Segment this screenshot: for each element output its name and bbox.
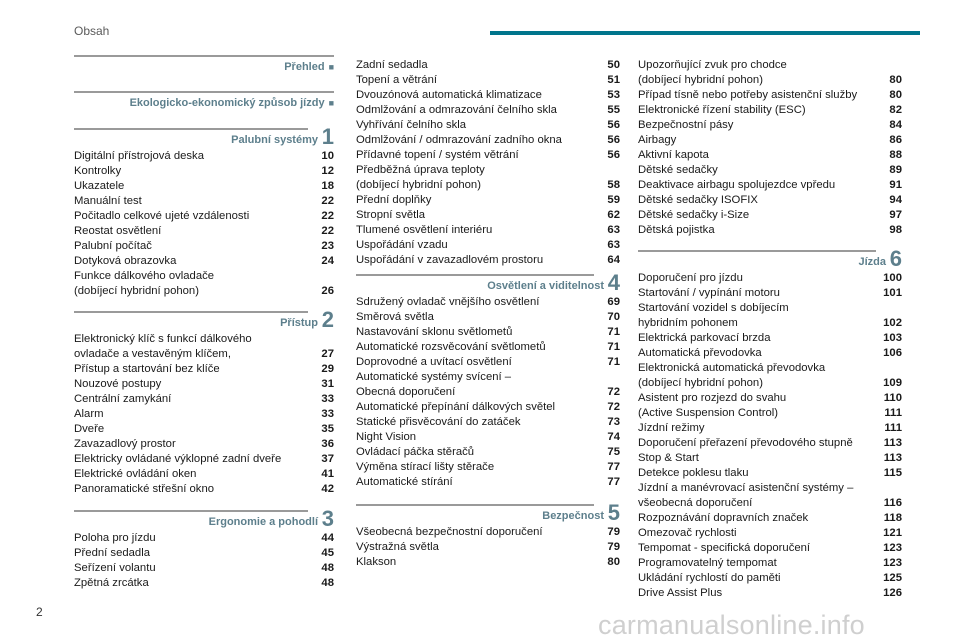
toc-entry-page: 77 bbox=[607, 461, 620, 473]
toc-entry[interactable] bbox=[356, 540, 620, 555]
toc-entry-page: 97 bbox=[889, 209, 902, 221]
toc-entry[interactable] bbox=[356, 73, 620, 88]
section-title[interactable] bbox=[280, 317, 318, 329]
toc-entry-label: Elektronická automatická převodovka (dobíjecí hybridní pohon) bbox=[638, 362, 826, 389]
section-rule bbox=[74, 510, 308, 512]
toc-entry-page: 33 bbox=[321, 393, 334, 405]
toc-entry-list bbox=[356, 295, 620, 490]
toc-entry[interactable] bbox=[74, 209, 334, 224]
toc-entry[interactable] bbox=[356, 430, 620, 445]
toc-entry-label: Předběžná úprava teploty (dobíjecí hybridní pohon) bbox=[356, 164, 485, 191]
toc-entry-label: Automatická převodovka bbox=[638, 347, 762, 359]
toc-entry-label: Jízdní a manévrovací asistenční systémy – všeobecná doporučení bbox=[638, 482, 854, 509]
toc-entry-page: 118 bbox=[883, 512, 902, 524]
section-number: 1 bbox=[321, 124, 334, 149]
section-marker-icon: ■ bbox=[328, 98, 334, 108]
toc-entry-page: 70 bbox=[607, 311, 620, 323]
toc-entry-label: Programovatelný tempomat bbox=[638, 557, 777, 569]
toc-entry-page: 26 bbox=[321, 285, 334, 297]
toc-entry[interactable] bbox=[638, 556, 902, 571]
toc-entry[interactable] bbox=[638, 208, 902, 223]
toc-entry-page: 48 bbox=[321, 577, 334, 589]
toc-entry-page: 12 bbox=[321, 165, 334, 177]
toc-entry-label: Asistent pro rozjezd do svahu bbox=[638, 392, 787, 404]
toc-entry-page: 106 bbox=[883, 347, 902, 359]
toc-entry-page: 89 bbox=[889, 164, 902, 176]
toc-entry-list bbox=[74, 332, 334, 497]
toc-entry[interactable] bbox=[74, 362, 334, 377]
toc-entry[interactable] bbox=[356, 340, 620, 355]
toc-entry-label: Elektricky ovládané výklopné zadní dveře bbox=[74, 453, 282, 465]
toc-entry-label: Vyhřívání čelního skla bbox=[356, 119, 467, 131]
toc-entry[interactable] bbox=[74, 546, 334, 561]
toc-entry-label: Bezpečnostní pásy bbox=[638, 119, 734, 131]
toc-entry-label: Přístup a startování bez klíče bbox=[74, 363, 220, 375]
section-title-text: Jízda bbox=[858, 256, 886, 268]
toc-entry-page: 79 bbox=[607, 541, 620, 553]
toc-entry[interactable] bbox=[356, 103, 620, 118]
toc-entry-label: Tlumené osvětlení interiéru bbox=[356, 224, 493, 236]
section-number: 2 bbox=[321, 307, 334, 332]
toc-entry-page: 59 bbox=[607, 194, 620, 206]
toc-entry-label: Odmlžování a odmrazování čelního skla bbox=[356, 104, 557, 116]
toc-entry-label: Dětské sedačky ISOFIX bbox=[638, 194, 758, 206]
toc-entry[interactable] bbox=[356, 58, 620, 73]
toc-entry[interactable] bbox=[638, 271, 902, 286]
toc-entry-label: Stropní světla bbox=[356, 209, 426, 221]
toc-entry[interactable] bbox=[356, 355, 620, 370]
section-rule bbox=[74, 55, 334, 57]
toc-entry-page: 109 bbox=[883, 377, 902, 389]
toc-entry-page: 74 bbox=[607, 431, 620, 443]
toc-entry-label: Deaktivace airbagu spolujezdce vpředu bbox=[638, 179, 836, 191]
toc-entry-label: Alarm bbox=[74, 408, 104, 420]
toc-entry-page: 113 bbox=[883, 452, 902, 464]
toc-entry[interactable] bbox=[74, 407, 334, 422]
toc-entry-label: Digitální přístrojová deska bbox=[74, 150, 204, 162]
toc-entry-label: Elektrické ovládání oken bbox=[74, 468, 197, 480]
toc-entry-label: Startování vozidel s dobíjecím hybridním pohonem bbox=[638, 302, 789, 329]
toc-entry-label: Statické přisvěcování do zatáček bbox=[356, 416, 521, 428]
toc-entry[interactable] bbox=[74, 422, 334, 437]
toc-entry-page: 116 bbox=[883, 497, 902, 509]
toc-entry-page: 44 bbox=[321, 532, 334, 544]
section-title-text: Ekologicko-ekonomický způsob jízdy bbox=[129, 97, 325, 109]
toc-entry-page: 53 bbox=[607, 89, 620, 101]
toc-entry-page: 50 bbox=[607, 59, 620, 71]
toc-entry[interactable] bbox=[356, 525, 620, 540]
toc-entry-page: 58 bbox=[607, 179, 620, 191]
toc-entry[interactable] bbox=[356, 295, 620, 310]
toc-entry-label: Rozpoznávání dopravních značek bbox=[638, 512, 809, 524]
toc-entry[interactable] bbox=[638, 118, 902, 133]
toc-entry[interactable] bbox=[74, 561, 334, 576]
toc-entry-page: 36 bbox=[321, 438, 334, 450]
toc-entry-label: Elektronický klíč s funkcí dálkového ovladače a vestavěným klíčem, bbox=[74, 333, 252, 360]
toc-entry-page: 51 bbox=[607, 74, 620, 86]
section-marker-icon: ■ bbox=[328, 62, 334, 72]
toc-entry-label: Reostat osvětlení bbox=[74, 225, 162, 237]
toc-entry-page: 69 bbox=[607, 296, 620, 308]
toc-entry-label: Výstražná světla bbox=[356, 541, 439, 553]
toc-entry-label: Dveře bbox=[74, 423, 105, 435]
toc-entry[interactable] bbox=[638, 103, 902, 118]
section-title-text: Přehled bbox=[284, 61, 325, 73]
toc-entry-page: 73 bbox=[607, 416, 620, 428]
toc-entry-label: Funkce dálkového ovladače (dobíjecí hybridní pohon) bbox=[74, 270, 215, 297]
toc-entry[interactable] bbox=[74, 332, 334, 362]
section-title-text: Přístup bbox=[280, 317, 318, 329]
toc-entry-label: Centrální zamykání bbox=[74, 393, 172, 405]
toc-entry-page: 98 bbox=[889, 224, 902, 236]
toc-entry-page: 88 bbox=[889, 149, 902, 161]
toc-entry[interactable] bbox=[638, 88, 902, 103]
toc-entry-label: Klakson bbox=[356, 556, 397, 568]
toc-entry-page: 82 bbox=[889, 104, 902, 116]
toc-entry-label: Uspořádání v zavazadlovém prostoru bbox=[356, 254, 544, 266]
toc-entry-page: 22 bbox=[321, 225, 334, 237]
toc-entry-page: 75 bbox=[607, 446, 620, 458]
toc-entry[interactable] bbox=[638, 451, 902, 466]
toc-entry-label: Případ tísně nebo potřeby asistenční služby bbox=[638, 89, 858, 101]
toc-entry-page: 45 bbox=[321, 547, 334, 559]
toc-entry-label: Poloha pro jízdu bbox=[74, 532, 156, 544]
toc-entry-label: Sdružený ovladač vnějšího osvětlení bbox=[356, 296, 540, 308]
toc-entry[interactable] bbox=[356, 118, 620, 133]
toc-entry-label: Automatické rozsvěcování světlometů bbox=[356, 341, 546, 353]
toc-entry-label: Palubní počítač bbox=[74, 240, 152, 252]
toc-entry-page: 62 bbox=[607, 209, 620, 221]
toc-entry[interactable] bbox=[638, 133, 902, 148]
section-title[interactable] bbox=[542, 510, 604, 522]
toc-entry-page: 115 bbox=[883, 467, 902, 479]
toc-entry[interactable] bbox=[356, 193, 620, 208]
toc-entry-page: 33 bbox=[321, 408, 334, 420]
toc-entry[interactable] bbox=[356, 325, 620, 340]
toc-entry-label: Ovládací páčka stěračů bbox=[356, 446, 475, 458]
toc-entry-label: Automatické systémy svícení – Obecná doporučení bbox=[356, 371, 512, 398]
toc-entry[interactable] bbox=[74, 482, 334, 497]
toc-entry-page: 29 bbox=[321, 363, 334, 375]
toc-entry-page: 24 bbox=[321, 255, 334, 267]
toc-entry-page: 56 bbox=[607, 119, 620, 131]
toc-entry-label: Ukazatele bbox=[74, 180, 125, 192]
toc-entry-page: 42 bbox=[321, 483, 334, 495]
toc-entry-page: 71 bbox=[607, 341, 620, 353]
section-title[interactable] bbox=[487, 280, 604, 292]
toc-entry-page: 18 bbox=[321, 180, 334, 192]
section-title-text: Bezpečnost bbox=[542, 510, 604, 522]
toc-entry[interactable] bbox=[638, 361, 902, 391]
section-rule bbox=[74, 91, 334, 93]
toc-entry[interactable] bbox=[638, 286, 902, 301]
toc-entry-page: 101 bbox=[883, 287, 902, 299]
toc-entry-label: Směrová světla bbox=[356, 311, 434, 323]
toc-entry[interactable] bbox=[74, 576, 334, 591]
toc-entry-label: Ukládání rychlostí do paměti bbox=[638, 572, 781, 584]
toc-entry[interactable] bbox=[74, 224, 334, 239]
toc-entry-label: Startování / vypínání motoru bbox=[638, 287, 780, 299]
toc-entry-label: Doporučení přeřazení převodového stupně bbox=[638, 437, 853, 449]
section-rule bbox=[638, 250, 876, 252]
section-rule bbox=[356, 274, 594, 276]
toc-entry-page: 35 bbox=[321, 423, 334, 435]
section-title[interactable] bbox=[284, 61, 334, 73]
toc-entry-page: 71 bbox=[607, 326, 620, 338]
section-rule bbox=[74, 128, 308, 130]
toc-entry[interactable] bbox=[638, 148, 902, 163]
toc-entry-page: 63 bbox=[607, 224, 620, 236]
toc-entry[interactable] bbox=[638, 391, 902, 406]
toc-entry[interactable] bbox=[638, 193, 902, 208]
toc-entry[interactable] bbox=[638, 481, 902, 511]
watermark: carmanualsonline.info bbox=[598, 610, 865, 640]
toc-entry[interactable] bbox=[74, 269, 334, 299]
toc-entry[interactable] bbox=[356, 555, 620, 570]
toc-entry[interactable] bbox=[356, 415, 620, 430]
page-number: 2 bbox=[36, 605, 43, 619]
toc-entry-page: 63 bbox=[607, 239, 620, 251]
toc-entry-page: 23 bbox=[321, 240, 334, 252]
toc-entry[interactable] bbox=[356, 208, 620, 223]
toc-entry-list bbox=[74, 149, 334, 299]
toc-entry[interactable] bbox=[356, 88, 620, 103]
toc-entry-label: Drive Assist Plus bbox=[638, 587, 723, 599]
toc-entry-label: Dětská pojistka bbox=[638, 224, 715, 236]
toc-entry-label: Airbagy bbox=[638, 134, 677, 146]
toc-entry[interactable] bbox=[74, 377, 334, 392]
section-title-text: Palubní systémy bbox=[231, 134, 318, 146]
toc-entry[interactable] bbox=[74, 164, 334, 179]
toc-entry[interactable] bbox=[638, 346, 902, 361]
section-number: 4 bbox=[607, 270, 620, 295]
toc-entry-label: Dětské sedačky bbox=[638, 164, 718, 176]
toc-entry[interactable] bbox=[356, 400, 620, 415]
toc-entry-label: Nouzové postupy bbox=[74, 378, 162, 390]
section-title-text: Ergonomie a pohodlí bbox=[208, 516, 318, 528]
toc-entry-page: 31 bbox=[321, 378, 334, 390]
section-rule bbox=[356, 504, 594, 506]
toc-entry-label: Kontrolky bbox=[74, 165, 122, 177]
toc-entry[interactable] bbox=[74, 179, 334, 194]
toc-entry-label: Omezovač rychlosti bbox=[638, 527, 737, 539]
toc-entry-page: 77 bbox=[607, 476, 620, 488]
toc-entry-page: 84 bbox=[889, 119, 902, 131]
toc-entry[interactable] bbox=[74, 467, 334, 482]
toc-entry-label: Dětské sedačky i-Size bbox=[638, 209, 750, 221]
toc-entry-list bbox=[638, 58, 902, 238]
toc-entry[interactable] bbox=[356, 310, 620, 325]
toc-entry[interactable] bbox=[638, 223, 902, 238]
toc-entry-page: 72 bbox=[607, 386, 620, 398]
toc-entry[interactable] bbox=[74, 531, 334, 546]
toc-entry[interactable] bbox=[638, 571, 902, 586]
toc-entry-label: Upozorňující zvuk pro chodce (dobíjecí hybridní pohon) bbox=[638, 59, 787, 86]
toc-entry-page: 103 bbox=[883, 332, 902, 344]
toc-entry-page: 110 bbox=[883, 392, 902, 404]
toc-entry[interactable] bbox=[74, 194, 334, 209]
toc-entry[interactable] bbox=[638, 511, 902, 526]
toc-entry[interactable] bbox=[356, 238, 620, 253]
toc-entry-label: Přední doplňky bbox=[356, 194, 432, 206]
toc-entry[interactable] bbox=[74, 437, 334, 452]
toc-entry-page: 102 bbox=[883, 317, 902, 329]
toc-entry[interactable] bbox=[638, 406, 902, 421]
toc-entry-label: Nastavování sklonu světlometů bbox=[356, 326, 513, 338]
toc-entry-page: 37 bbox=[321, 453, 334, 465]
toc-entry-label: Počitadlo celkové ujeté vzdálenosti bbox=[74, 210, 250, 222]
toc-entry[interactable] bbox=[638, 436, 902, 451]
toc-entry[interactable] bbox=[638, 586, 902, 601]
toc-entry-list bbox=[74, 531, 334, 591]
toc-entry-label: Automatické stírání bbox=[356, 476, 453, 488]
toc-entry[interactable] bbox=[638, 526, 902, 541]
toc-entry-label: Manuální test bbox=[74, 195, 142, 207]
toc-entry-label: Všeobecná bezpečnostní doporučení bbox=[356, 526, 543, 538]
toc-entry[interactable] bbox=[638, 301, 902, 331]
section-title[interactable] bbox=[130, 97, 334, 109]
toc-entry-label: Seřízení volantu bbox=[74, 562, 156, 574]
toc-entry-page: 56 bbox=[607, 149, 620, 161]
toc-entry-label: Topení a větrání bbox=[356, 74, 438, 86]
toc-entry-label: Elektronické řízení stability (ESC) bbox=[638, 104, 806, 116]
toc-entry-page: 80 bbox=[607, 556, 620, 568]
toc-entry-page: 80 bbox=[889, 89, 902, 101]
toc-entry-page: 22 bbox=[321, 195, 334, 207]
toc-entry-label: Automatické přepínání dálkových světel bbox=[356, 401, 556, 413]
toc-entry[interactable] bbox=[356, 163, 620, 193]
toc-entry-page: 126 bbox=[883, 587, 902, 599]
toc-entry-page: 56 bbox=[607, 134, 620, 146]
toc-entry-label: Detekce poklesu tlaku bbox=[638, 467, 749, 479]
toc-entry-label: Zpětná zrcátka bbox=[74, 577, 149, 589]
toc-entry-list bbox=[356, 58, 620, 268]
toc-entry-label: Dvouzónová automatická klimatizace bbox=[356, 89, 542, 101]
toc-entry[interactable] bbox=[74, 452, 334, 467]
toc-entry-page: 123 bbox=[883, 557, 902, 569]
toc-entry[interactable] bbox=[74, 254, 334, 269]
toc-entry[interactable] bbox=[638, 163, 902, 178]
toc-entry[interactable] bbox=[356, 133, 620, 148]
toc-entry-page: 111 bbox=[884, 422, 902, 434]
toc-entry[interactable] bbox=[74, 239, 334, 254]
toc-entry-page: 125 bbox=[883, 572, 902, 584]
section-number: 3 bbox=[321, 506, 334, 531]
toc-entry[interactable] bbox=[638, 58, 902, 88]
toc-entry[interactable] bbox=[356, 445, 620, 460]
toc-entry-label: Doporučení pro jízdu bbox=[638, 272, 743, 284]
toc-entry-label: Uspořádání vzadu bbox=[356, 239, 448, 251]
toc-entry-label: Doprovodné a uvítací osvětlení bbox=[356, 356, 512, 368]
section-rule bbox=[74, 311, 308, 313]
section-title-text: Osvětlení a viditelnost bbox=[487, 280, 604, 292]
toc-entry-label: (Active Suspension Control) bbox=[638, 407, 779, 419]
toc-entry-label: Elektrická parkovací brzda bbox=[638, 332, 771, 344]
section-title[interactable] bbox=[209, 516, 318, 528]
toc-entry-label: Výměna stírací lišty stěrače bbox=[356, 461, 495, 473]
toc-entry-label: Jízdní režimy bbox=[638, 422, 705, 434]
toc-entry-page: 86 bbox=[889, 134, 902, 146]
header-accent-bar bbox=[490, 31, 920, 35]
toc-entry-label: Panoramatické střešní okno bbox=[74, 483, 215, 495]
toc-entry[interactable] bbox=[638, 466, 902, 481]
toc-entry[interactable] bbox=[74, 149, 334, 164]
toc-entry-label: Zavazadlový prostor bbox=[74, 438, 176, 450]
toc-entry[interactable] bbox=[356, 475, 620, 490]
toc-entry-page: 22 bbox=[321, 210, 334, 222]
toc-entry[interactable] bbox=[356, 148, 620, 163]
toc-entry-page: 10 bbox=[321, 150, 334, 162]
toc-entry[interactable] bbox=[74, 392, 334, 407]
section-title[interactable] bbox=[858, 256, 886, 268]
toc-entry-list bbox=[356, 525, 620, 570]
section-number: 6 bbox=[889, 246, 902, 271]
toc-entry-page: 48 bbox=[321, 562, 334, 574]
toc-entry-page: 41 bbox=[321, 468, 334, 480]
toc-entry-label: Dotyková obrazovka bbox=[74, 255, 177, 267]
toc-entry[interactable] bbox=[638, 421, 902, 436]
toc-entry-label: Přední sedadla bbox=[74, 547, 150, 559]
toc-entry-page: 80 bbox=[889, 74, 902, 86]
toc-entry-page: 79 bbox=[607, 526, 620, 538]
toc-entry-page: 121 bbox=[883, 527, 902, 539]
toc-entry-label: Night Vision bbox=[356, 431, 417, 443]
toc-entry[interactable] bbox=[356, 460, 620, 475]
toc-entry-label: Odmlžování / odmrazování zadního okna bbox=[356, 134, 562, 146]
toc-entry[interactable] bbox=[356, 223, 620, 238]
toc-entry-page: 113 bbox=[883, 437, 902, 449]
toc-entry-page: 64 bbox=[607, 254, 620, 266]
toc-entry-label: Aktivní kapota bbox=[638, 149, 709, 161]
toc-entry-label: Stop & Start bbox=[638, 452, 699, 464]
toc-entry-page: 100 bbox=[883, 272, 902, 284]
toc-entry[interactable] bbox=[638, 331, 902, 346]
toc-entry[interactable] bbox=[638, 178, 902, 193]
section-number: 5 bbox=[607, 500, 620, 525]
toc-entry-page: 91 bbox=[889, 179, 902, 191]
toc-entry-label: Zadní sedadla bbox=[356, 59, 428, 71]
toc-entry[interactable] bbox=[356, 370, 620, 400]
toc-entry[interactable] bbox=[356, 253, 620, 268]
toc-entry-page: 72 bbox=[607, 401, 620, 413]
section-title[interactable] bbox=[231, 134, 318, 146]
header-title: Obsah bbox=[74, 24, 110, 38]
toc-entry-list bbox=[638, 271, 902, 601]
toc-entry-label: Tempomat - specifická doporučení bbox=[638, 542, 811, 554]
toc-entry-label: Přídavné topení / systém větrání bbox=[356, 149, 519, 161]
toc-entry-page: 123 bbox=[883, 542, 902, 554]
toc-entry[interactable] bbox=[638, 541, 902, 556]
toc-entry-page: 71 bbox=[607, 356, 620, 368]
toc-entry-page: 94 bbox=[889, 194, 902, 206]
toc-entry-page: 27 bbox=[321, 348, 334, 360]
toc-entry-page: 55 bbox=[607, 104, 620, 116]
toc-entry-page: 111 bbox=[884, 407, 902, 419]
